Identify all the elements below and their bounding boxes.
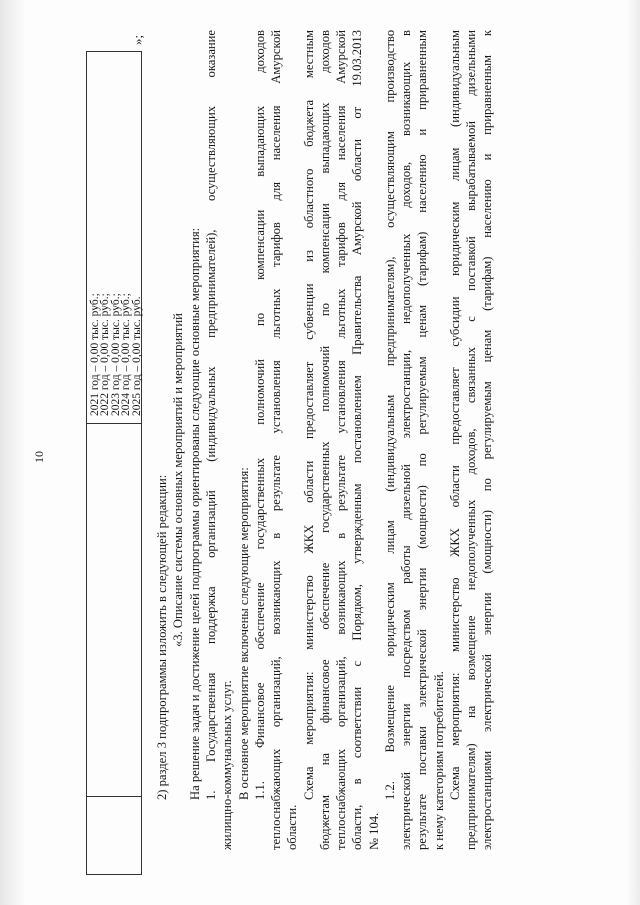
funding-year-line: 2021 год – 0,00 тыс. руб.; [89,293,101,416]
funding-year-line: 2024 год – 0,00 тыс. руб.; [120,293,133,416]
text-line: 2) раздел 3 подпрограммы изложить в следующей редакции: [155,474,169,800]
text-line: электрической энергии посредством работы дизельной электростанции, недополученных доходов, возникающих в [399,30,413,850]
text-line: теплоснабжающих организаций, возникающих в результате установления льготных тарифов для населения Амурской [269,30,283,850]
funding-years-list [90,293,142,416]
text-line: теплоснабжающих организаций, возникающих в результате установления льготных тарифов для населения Амурской [334,30,348,850]
text-line: предпринимателям) на возмещение недополученных доходов, связанных с поставкой вырабатываемой дизельными [464,30,478,850]
text-line: 1. Государственная поддержка организаций (индивидуальных предпринимателей), осуществляющих оказание [204,30,218,800]
table-cell [87,52,141,424]
funding-year-line: 2025 год – 0,00 тыс. руб. [130,296,143,416]
text-line: к нему категориям потребителей. [432,671,446,850]
text-line: области. [285,804,299,850]
funding-year-line: 2023 год – 0,00 тыс. руб.; [109,293,122,416]
table-cell [87,796,141,874]
text-line: бюджетам на финансовое обеспечение государственных полномочий по компенсации выпадающих доходов [318,30,332,850]
text-line: жилищно-коммунальных услуг. [220,680,234,850]
text-line: № 104. [367,812,381,850]
closing-quote: »; [130,34,145,45]
text-line: области, в соответствии с Порядком, утвержденным постановлением Правительства Амурской области от 19.03.2013 [350,30,364,850]
funding-table [86,51,142,875]
text-line: Схема мероприятия: министерство ЖКХ области предоставляет субвенции из областного бюджета местным [302,30,316,800]
table-cell [87,423,141,797]
text-line: В основное мероприятие включены следующие мероприятия: [237,467,251,800]
text-line: результате поставки электрической энергии (мощности) по регулируемым ценам (тарифам) населению и приравненным [415,30,429,850]
text-line: Схема мероприятия: министерство ЖКХ области предоставляет субсидии юридическим лицам (индивидуальным [448,30,462,800]
text-line: электростанциями электрической энергии (мощности) по регулируемым ценам (тарифам) населению и приравненным к [480,30,494,850]
text-line: 1.2. Возмещение юридическим лицам (индивидуальным предпринимателям), осуществляющим производство [383,30,397,800]
section-heading: «3. Описание системы основных мероприятий и мероприятий [171,313,185,647]
page-number: 10 [32,451,46,463]
text-line: На решение задач и достижение целей подпрограммы ориентированы следующие основные мероприятия: [188,227,202,800]
funding-year-line: 2022 год – 0,00 тыс. руб.; [99,293,112,416]
text-line: 1.1. Финансовое обеспечение государственных полномочий по компенсации выпадающих доходов [253,30,267,800]
